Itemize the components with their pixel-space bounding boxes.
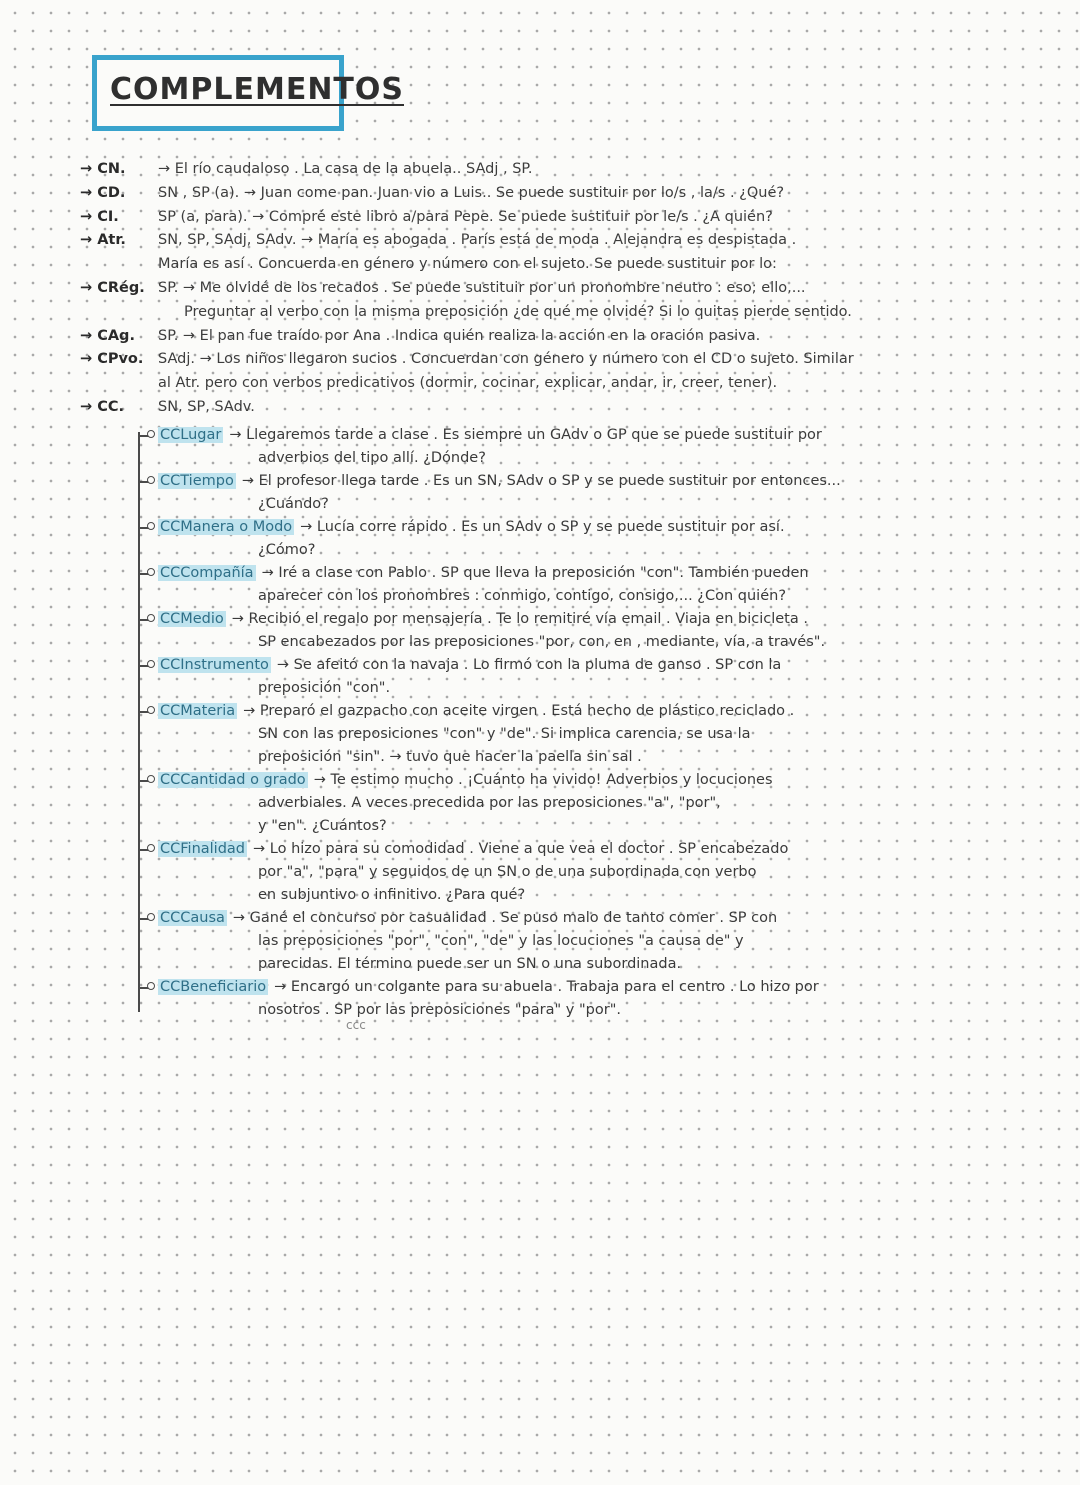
bullet-icon: [147, 982, 155, 990]
cc-label: CCMedio: [160, 611, 224, 627]
note-text: SP. → Me olvidé de los recados . Se puede sustituir por un pronombre neutro : eso; ello,...: [158, 279, 806, 296]
note-text: SN , SP (a). → Juan come pan. Juan vio a Luis.. Se puede sustituir por lo/s , la/s . ¿Qué?: [158, 184, 785, 201]
cc-label: CCFinalidad: [160, 841, 245, 857]
cc-text: ¿Cuándo?: [258, 496, 329, 512]
note-row: [80, 348, 1040, 372]
bullet-icon: [147, 430, 155, 438]
page-title: COMPLEMENTOS: [110, 72, 404, 107]
note-tag: → CN.: [80, 161, 126, 177]
cc-text: → El profesor llega tarde . Es un SN, SAdv o SP y se puede sustituir por entonces...: [241, 473, 841, 489]
cc-label: CCCantidad o grado: [160, 772, 306, 788]
note-row: [80, 206, 1040, 230]
note-row: [80, 158, 1040, 182]
cc-item-causa: [138, 907, 1048, 976]
cc-text: → Llegaremos tarde a clase . Es siempre un GAdv o GP que se puede sustituir por: [229, 427, 822, 443]
cc-text: adverbios del tipo allí. ¿Dónde?: [258, 450, 486, 466]
note-tag: → CC.: [80, 398, 124, 415]
note-tag: → CPvo.: [80, 351, 144, 368]
footer-mark: ccc: [346, 1018, 366, 1032]
bullet-icon: [147, 660, 155, 668]
note-text: SP. → El pan fue traído por Ana . Indica quién realiza la acción en la oración pasiva.: [158, 327, 761, 344]
cc-item-tiempo: [138, 470, 1048, 516]
note-tag: → CAg.: [80, 327, 135, 344]
note-text: SAdj. → Los niños llegaron sucios . Concuerdan con género y número con el CD o sujeto. Similar: [158, 351, 854, 368]
cc-label: CCLugar: [160, 427, 222, 443]
bullet-icon: [147, 522, 155, 530]
note-text: María es así . Concuerda en género y número con el sujeto. Se puede sustituir por lo:: [158, 256, 777, 273]
cc-text: → Gané el concurso por casualidad . Se puso malo de tanto comer . SP con: [232, 910, 778, 926]
note-row: [80, 229, 1040, 253]
note-row: [80, 325, 1040, 349]
cc-item-beneficiario: [138, 976, 1048, 1022]
note-tag: → Atr.: [80, 232, 126, 249]
note-text: → El río caudaloso . La casa de la abuela.. SAdj , SP.: [158, 161, 533, 177]
cc-text: nosotros . SP por las preposiciones "para" y "por".: [258, 1002, 621, 1018]
cc-item-medio: [138, 608, 1048, 654]
note-text: SN, SP, SAdv.: [158, 398, 255, 415]
cc-text: → Recibió el regalo por mensajería . Te lo remitiré vía email . Viaja en bicicleta .: [231, 611, 808, 627]
cc-tree: [138, 424, 1048, 1022]
cc-text: → Se afeitó con la navaja . Lo firmó con la pluma de ganso . SP con la: [276, 657, 782, 673]
cc-label: CCMateria: [160, 703, 236, 719]
cc-label: CCCompañía: [160, 565, 254, 581]
cc-text: en subjuntivo o infinitivo. ¿Para qué?: [258, 887, 526, 903]
cc-item-lugar: [138, 424, 1048, 470]
cc-text: → Iré a clase con Pablo . SP que lleva la preposición "con". También pueden: [261, 565, 809, 581]
note-tag: → CRég.: [80, 279, 145, 296]
bullet-icon: [147, 568, 155, 576]
cc-item-finalidad: [138, 838, 1048, 907]
cc-text: → Lo hizo para su comodidad . Viene a que vea el doctor . SP encabezado: [253, 841, 789, 857]
note-text: al Atr. pero con verbos predicativos (dormir, cocinar, explicar, andar, ir, creer, tener).: [158, 375, 778, 392]
cc-label: CCTiempo: [160, 473, 234, 489]
cc-label: CCCausa: [160, 910, 225, 926]
cc-text: parecidas. El término puede ser un SN o una subordinada.: [258, 956, 682, 972]
bullet-icon: [147, 614, 155, 622]
cc-item-materia: [138, 700, 1048, 769]
bullet-icon: [147, 775, 155, 783]
cc-item-compania: [138, 562, 1048, 608]
cc-text: SP encabezados por las preposiciones "por, con, en , mediante, vía, a través".: [258, 634, 826, 650]
note-row: [80, 301, 1040, 325]
note-text: SP (a, para). → Compré este libro a/para Pepe. Se puede sustituir por le/s . ¿A quién?: [158, 208, 773, 225]
note-row: [80, 372, 1040, 396]
bullet-icon: [147, 913, 155, 921]
cc-label: CCInstrumento: [160, 657, 269, 673]
note-row: [80, 277, 1040, 301]
notes-list: [80, 158, 1040, 420]
cc-item-cantidad: [138, 769, 1048, 838]
cc-text: y "en". ¿Cuántos?: [258, 818, 387, 834]
note-text: Preguntar al verbo con la misma preposición ¿de qué me olvidé? Si lo quitas pierde sentido.: [184, 303, 852, 320]
cc-text: preposición "con".: [258, 680, 391, 696]
bullet-icon: [147, 706, 155, 714]
note-row: [80, 253, 1040, 277]
cc-text: por "a", "para" y seguidos de un SN o de una subordinada con verbo: [258, 864, 757, 880]
cc-text: SN con las preposiciones "con" y "de". Si implica carencia, se usa la: [258, 726, 751, 742]
note-row: [80, 396, 1040, 420]
cc-text: preposición "sin". → tuvo que hacer la paella sin sal .: [258, 749, 642, 765]
cc-item-modo: [138, 516, 1048, 562]
cc-text: las preposiciones "por", "con", "de" y las locuciones "a causa de" y: [258, 933, 744, 949]
bullet-icon: [147, 476, 155, 484]
note-row: [80, 182, 1040, 206]
cc-text: → Te estimo mucho . ¡Cuánto ha vivido! Adverbios y locuciones: [313, 772, 773, 788]
cc-label: CCBeneficiario: [160, 979, 267, 995]
cc-text: → Lucía corre rápido . Es un SAdv o SP y se puede sustituir por así.: [300, 519, 785, 535]
cc-text: → Preparó el gazpacho con aceite virgen . Está hecho de plástico reciclado .: [243, 703, 795, 719]
cc-text: aparecer con los pronombres : conmigo, contigo, consigo,... ¿Con quién?: [258, 588, 787, 604]
bullet-icon: [147, 844, 155, 852]
note-tag: → CD.: [80, 184, 126, 201]
cc-item-instrumento: [138, 654, 1048, 700]
cc-label: CCManera o Modo: [160, 519, 293, 535]
cc-text: → Encargó un colgante para su abuela . Trabaja para el centro . Lo hizo por: [274, 979, 819, 995]
note-text: SN, SP, SAdj, SAdv. → María es abogada . París está de moda . Alejandra es despistada .: [158, 232, 797, 249]
cc-text: adverbiales. A veces precedida por las preposiciones "a", "por",: [258, 795, 721, 811]
note-tag: → CI.: [80, 208, 119, 225]
cc-text: ¿Cómo?: [258, 542, 316, 558]
